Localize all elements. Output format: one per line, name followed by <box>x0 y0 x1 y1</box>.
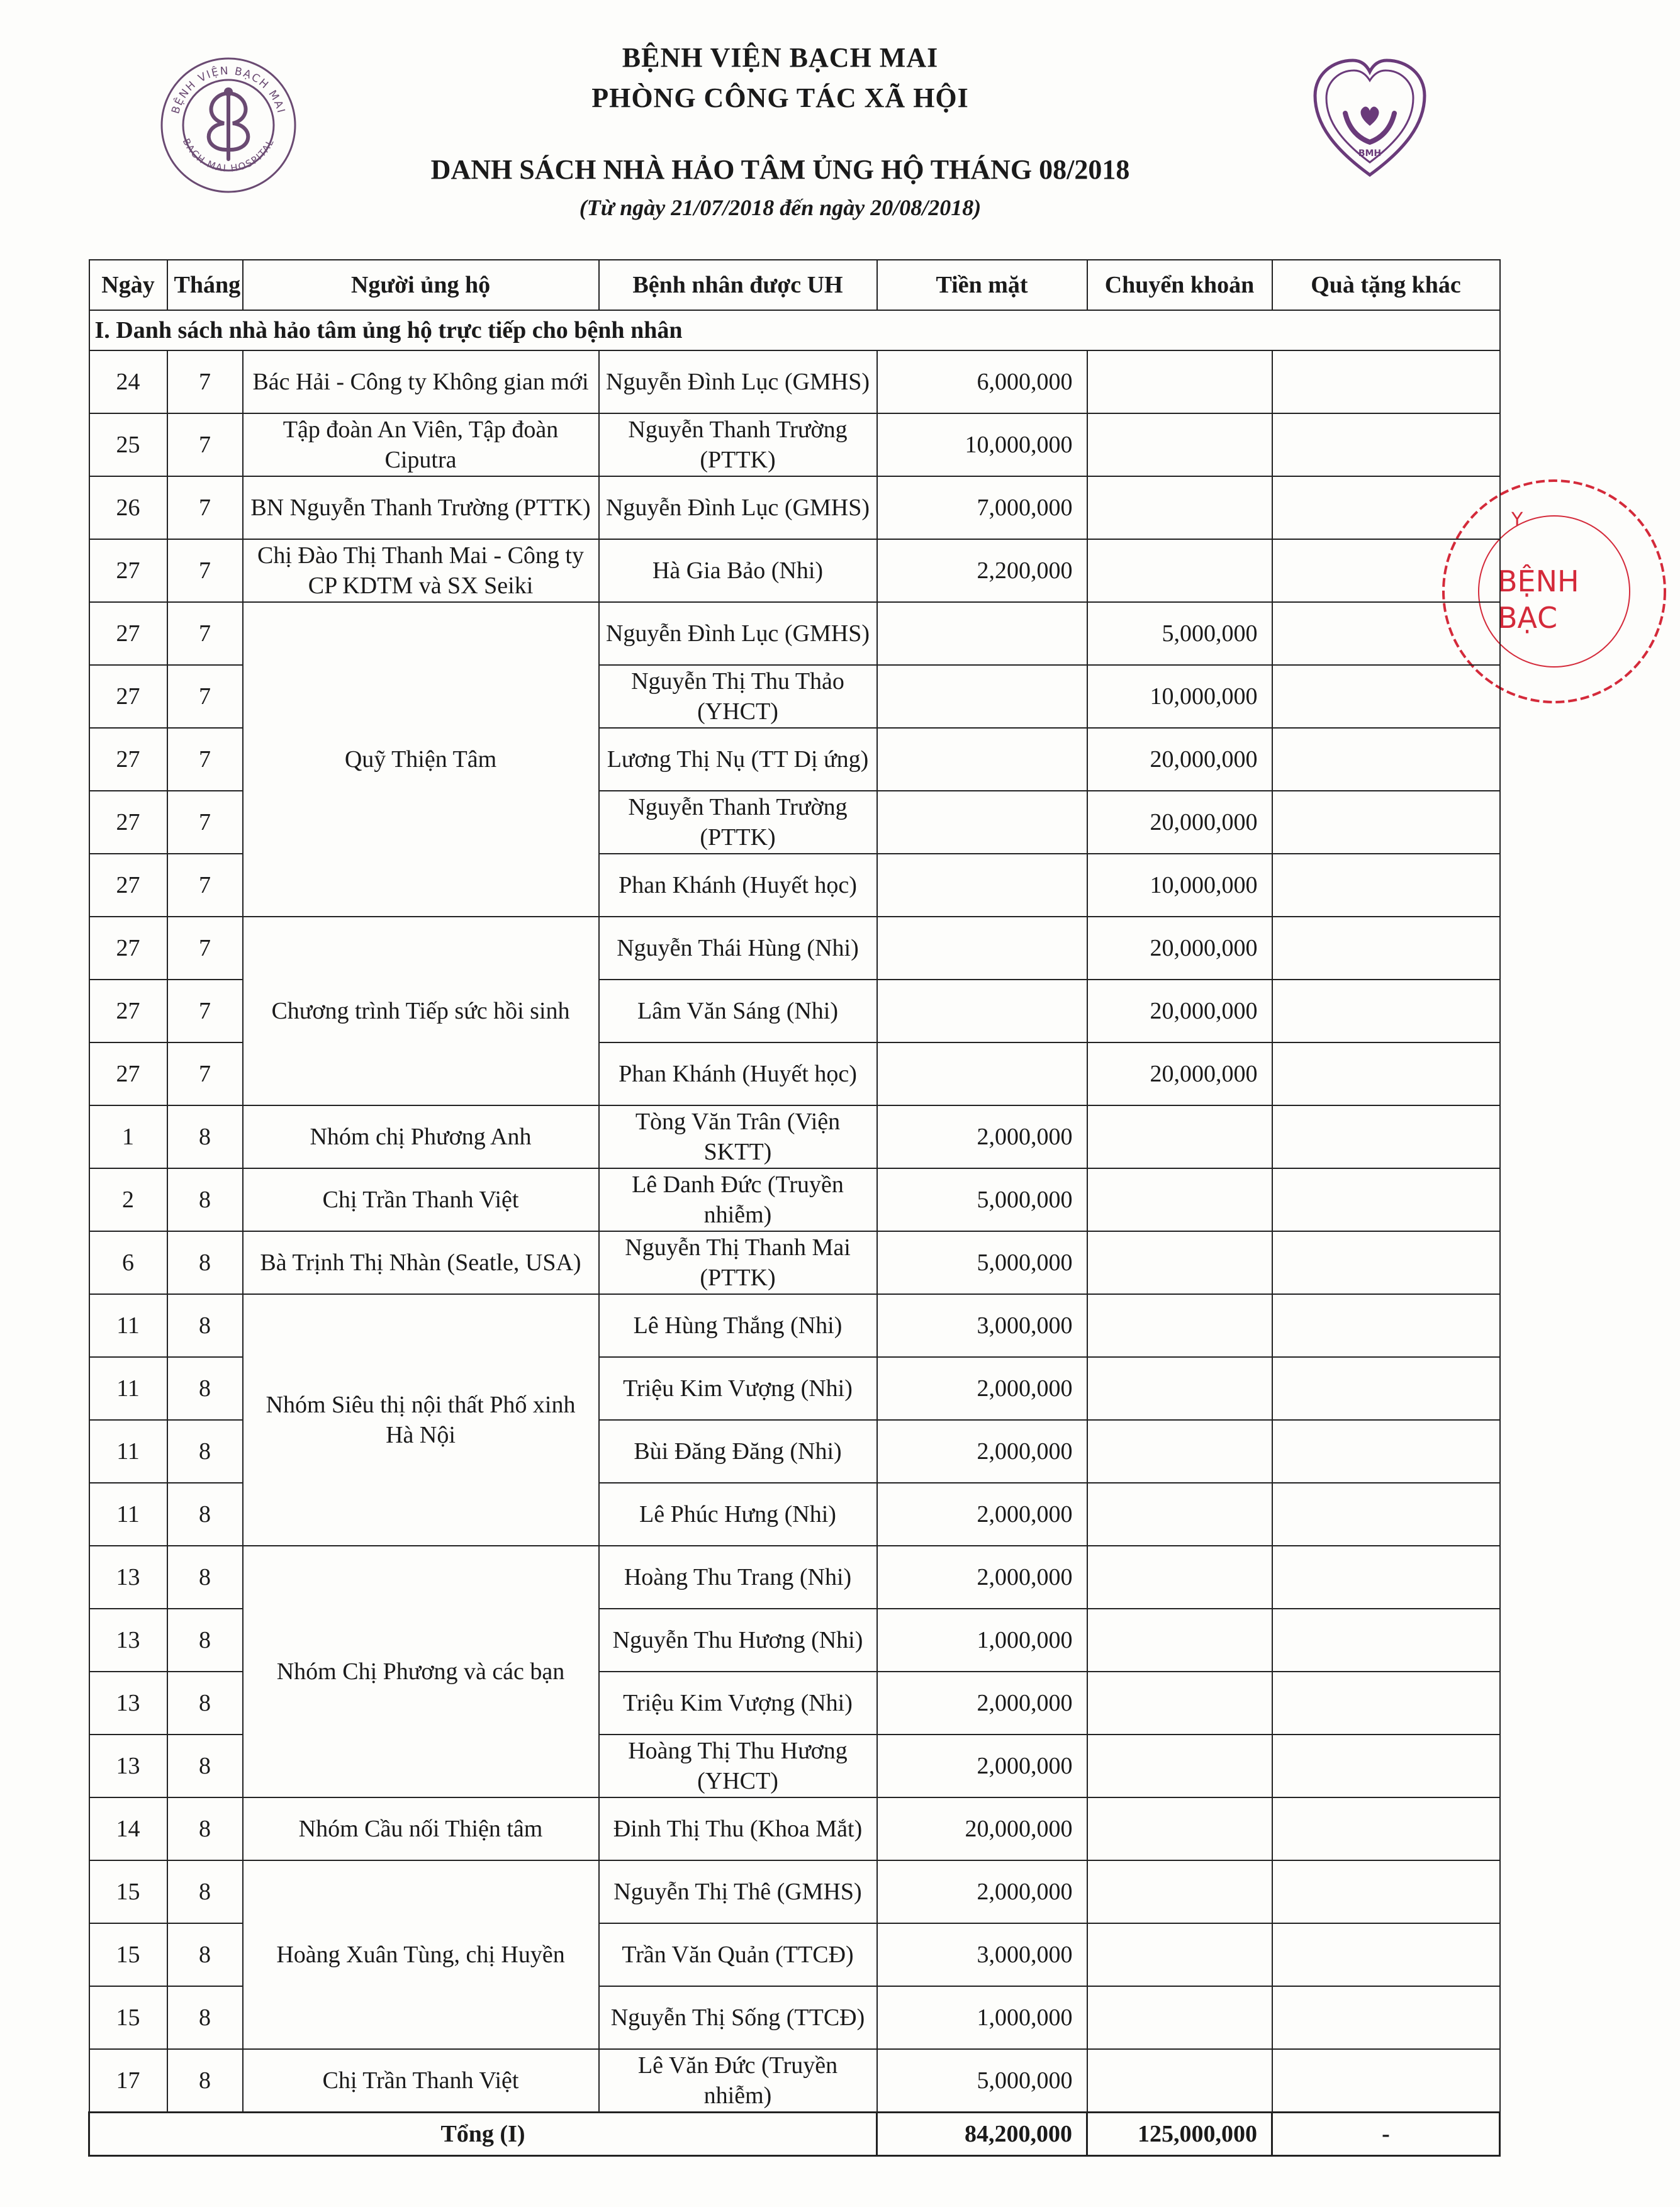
cell-cash: 1,000,000 <box>877 1986 1087 2049</box>
cell-transfer <box>1087 1986 1272 2049</box>
seal-text-bottom: BACH MAI HOSPITAL <box>180 137 277 174</box>
cell-day: 27 <box>89 791 167 854</box>
cell-day: 11 <box>89 1420 167 1483</box>
cell-donor: Nhóm Siêu thị nội thất Phố xinh Hà Nội <box>243 1294 599 1546</box>
cell-transfer <box>1087 476 1272 539</box>
cell-transfer: 5,000,000 <box>1087 602 1272 665</box>
cell-month: 8 <box>167 1797 243 1860</box>
cell-other <box>1272 1483 1500 1546</box>
cell-other <box>1272 476 1500 539</box>
cell-transfer <box>1087 1609 1272 1672</box>
cell-cash: 2,200,000 <box>877 539 1087 602</box>
total-other: - <box>1272 2113 1500 2156</box>
cell-transfer: 10,000,000 <box>1087 665 1272 728</box>
cell-day: 27 <box>89 728 167 791</box>
section-row <box>89 310 1500 350</box>
cell-other <box>1272 350 1500 413</box>
cell-patient: Nguyễn Thanh Trường (PTTK) <box>599 413 877 476</box>
cell-day: 17 <box>89 2049 167 2113</box>
document-title: DANH SÁCH NHÀ HẢO TÂM ỦNG HỘ THÁNG 08/2018 <box>430 154 1130 185</box>
cell-cash <box>877 602 1087 665</box>
cell-month: 8 <box>167 1923 243 1986</box>
cell-patient: Hoàng Thu Trang (Nhi) <box>599 1546 877 1609</box>
col-header-month: Tháng <box>167 260 243 310</box>
table-row <box>89 539 1500 602</box>
cell-transfer <box>1087 1357 1272 1420</box>
cell-cash <box>877 917 1087 980</box>
cell-other <box>1272 1420 1500 1483</box>
cell-transfer <box>1087 1546 1272 1609</box>
cell-month: 8 <box>167 1609 243 1672</box>
cell-month: 7 <box>167 854 243 917</box>
cell-cash: 2,000,000 <box>877 1105 1087 1168</box>
cell-patient: Lê Phúc Hưng (Nhi) <box>599 1483 877 1546</box>
cell-month: 8 <box>167 1420 243 1483</box>
cell-patient: Lê Hùng Thắng (Nhi) <box>599 1294 877 1357</box>
cell-month: 8 <box>167 1105 243 1168</box>
cell-month: 7 <box>167 476 243 539</box>
cell-other <box>1272 665 1500 728</box>
cell-patient: Nguyễn Thị Thê (GMHS) <box>599 1860 877 1923</box>
cell-other <box>1272 413 1500 476</box>
cell-patient: Trần Văn Quản (TTCĐ) <box>599 1923 877 1986</box>
cell-month: 8 <box>167 2049 243 2113</box>
cell-transfer <box>1087 1294 1272 1357</box>
cell-month: 7 <box>167 539 243 602</box>
cell-month: 8 <box>167 1231 243 1294</box>
cell-patient: Nguyễn Thu Hương (Nhi) <box>599 1609 877 1672</box>
cell-month: 7 <box>167 791 243 854</box>
cell-cash <box>877 791 1087 854</box>
cell-day: 13 <box>89 1735 167 1797</box>
cell-other <box>1272 1546 1500 1609</box>
cell-day: 27 <box>89 917 167 980</box>
cell-cash <box>877 854 1087 917</box>
cell-day: 11 <box>89 1294 167 1357</box>
cell-patient: Lâm Văn Sáng (Nhi) <box>599 980 877 1042</box>
cell-month: 7 <box>167 413 243 476</box>
cell-donor: Bà Trịnh Thị Nhàn (Seatle, USA) <box>243 1231 599 1294</box>
cell-cash <box>877 728 1087 791</box>
stamp-line1: BỆNH <box>1498 564 1579 598</box>
cell-day: 27 <box>89 854 167 917</box>
cell-month: 7 <box>167 602 243 665</box>
cell-day: 6 <box>89 1231 167 1294</box>
cell-donor: Nhóm chị Phương Anh <box>243 1105 599 1168</box>
cell-patient: Nguyễn Thị Thanh Mai (PTTK) <box>599 1231 877 1294</box>
col-header-other-gifts: Quà tặng khác <box>1272 260 1500 310</box>
table-row <box>89 413 1500 476</box>
cell-other <box>1272 980 1500 1042</box>
cell-month: 8 <box>167 1672 243 1735</box>
cell-transfer <box>1087 539 1272 602</box>
cell-donor: Quỹ Thiện Tâm <box>243 602 599 917</box>
cell-donor: Nhóm Chị Phương và các bạn <box>243 1546 599 1797</box>
col-header-patient: Bệnh nhân được UH <box>599 260 877 310</box>
cell-cash: 2,000,000 <box>877 1357 1087 1420</box>
cell-patient: Triệu Kim Vượng (Nhi) <box>599 1672 877 1735</box>
cell-month: 8 <box>167 1483 243 1546</box>
cell-patient: Phan Khánh (Huyết học) <box>599 854 877 917</box>
cell-other <box>1272 854 1500 917</box>
cell-day: 25 <box>89 413 167 476</box>
col-header-cash: Tiền mặt <box>877 260 1087 310</box>
cell-other <box>1272 1923 1500 1986</box>
stamp-line2: BẠC <box>1498 601 1558 635</box>
table-row <box>89 1105 1500 1168</box>
cell-transfer <box>1087 2049 1272 2113</box>
cell-month: 8 <box>167 1357 243 1420</box>
cell-day: 27 <box>89 980 167 1042</box>
table-row <box>89 1168 1500 1231</box>
document-header <box>0 38 1560 221</box>
cell-month: 7 <box>167 665 243 728</box>
table-row <box>89 1860 1500 1923</box>
cell-cash: 6,000,000 <box>877 350 1087 413</box>
cell-day: 1 <box>89 1105 167 1168</box>
logo-right-text: BMH <box>1358 148 1382 159</box>
cell-other <box>1272 602 1500 665</box>
cell-other <box>1272 1609 1500 1672</box>
col-header-transfer: Chuyển khoản <box>1087 260 1272 310</box>
total-transfer: 125,000,000 <box>1087 2113 1272 2156</box>
cell-patient: Hà Gia Bảo (Nhi) <box>599 539 877 602</box>
table-row <box>89 476 1500 539</box>
cell-donor: Chị Trần Thanh Việt <box>243 1168 599 1231</box>
cell-day: 14 <box>89 1797 167 1860</box>
cell-cash <box>877 665 1087 728</box>
stamp-top-letter: Y <box>1511 509 1523 531</box>
cell-other <box>1272 728 1500 791</box>
cell-transfer <box>1087 1420 1272 1483</box>
col-header-donor: Người ủng hộ <box>243 260 599 310</box>
total-cash: 84,200,000 <box>877 2113 1087 2156</box>
cell-donor: Nhóm Cầu nối Thiện tâm <box>243 1797 599 1860</box>
cell-patient: Nguyễn Thanh Trường (PTTK) <box>599 791 877 854</box>
cell-cash: 2,000,000 <box>877 1546 1087 1609</box>
table-row <box>89 1294 1500 1357</box>
document-date-range: (Từ ngày 21/07/2018 đến ngày 20/08/2018) <box>579 195 982 220</box>
hospital-name: BỆNH VIỆN BẠCH MAI <box>622 42 939 73</box>
cell-cash: 1,000,000 <box>877 1609 1087 1672</box>
seal-text-top: BỆNH VIỆN BẠCH MAI <box>169 64 288 116</box>
department-name: PHÒNG CÔNG TÁC XÃ HỘI <box>591 82 969 113</box>
cell-patient: Phan Khánh (Huyết học) <box>599 1042 877 1105</box>
section-title: I. Danh sách nhà hảo tâm ủng hộ trực tiếp cho bệnh nhân <box>89 310 1500 350</box>
cell-other <box>1272 1860 1500 1923</box>
cell-day: 13 <box>89 1672 167 1735</box>
cell-transfer <box>1087 1168 1272 1231</box>
cell-patient: Lê Văn Đức (Truyền nhiễm) <box>599 2049 877 2113</box>
cell-month: 8 <box>167 1986 243 2049</box>
table-row <box>89 2049 1500 2113</box>
col-header-day: Ngày <box>89 260 167 310</box>
cell-patient: Nguyễn Thị Thu Thảo (YHCT) <box>599 665 877 728</box>
cell-other <box>1272 1168 1500 1231</box>
cell-donor: Tập đoàn An Viên, Tập đoàn Ciputra <box>243 413 599 476</box>
cell-patient: Bùi Đăng Đăng (Nhi) <box>599 1420 877 1483</box>
cell-cash: 2,000,000 <box>877 1420 1087 1483</box>
cell-month: 7 <box>167 917 243 980</box>
cell-other <box>1272 791 1500 854</box>
cell-donor: Chương trình Tiếp sức hồi sinh <box>243 917 599 1105</box>
cell-transfer: 20,000,000 <box>1087 791 1272 854</box>
cell-patient: Hoàng Thị Thu Hương (YHCT) <box>599 1735 877 1797</box>
cell-patient: Đinh Thị Thu (Khoa Mắt) <box>599 1797 877 1860</box>
cell-day: 15 <box>89 1860 167 1923</box>
cell-cash: 20,000,000 <box>877 1797 1087 1860</box>
cell-other <box>1272 1357 1500 1420</box>
cell-transfer: 20,000,000 <box>1087 917 1272 980</box>
cell-donor: Chị Đào Thị Thanh Mai - Công ty CP KDTM và SX Seiki <box>243 539 599 602</box>
cell-donor: Bác Hải - Công ty Không gian mới <box>243 350 599 413</box>
cell-day: 27 <box>89 1042 167 1105</box>
cell-patient: Lê Danh Đức (Truyền nhiễm) <box>599 1168 877 1231</box>
cell-cash <box>877 1042 1087 1105</box>
cell-month: 7 <box>167 728 243 791</box>
cell-transfer: 20,000,000 <box>1087 728 1272 791</box>
cell-cash <box>877 980 1087 1042</box>
cell-day: 15 <box>89 1923 167 1986</box>
cell-cash: 2,000,000 <box>877 1672 1087 1735</box>
cell-day: 24 <box>89 350 167 413</box>
cell-transfer <box>1087 1105 1272 1168</box>
cell-patient: Nguyễn Thái Hùng (Nhi) <box>599 917 877 980</box>
cell-patient: Nguyễn Đình Lục (GMHS) <box>599 350 877 413</box>
cell-transfer <box>1087 1672 1272 1735</box>
cell-patient: Lương Thị Nụ (TT Dị ứng) <box>599 728 877 791</box>
table-row <box>89 602 1500 665</box>
cell-month: 8 <box>167 1168 243 1231</box>
cell-other <box>1272 1105 1500 1168</box>
cell-day: 13 <box>89 1609 167 1672</box>
cell-month: 7 <box>167 1042 243 1105</box>
cell-day: 26 <box>89 476 167 539</box>
cell-transfer <box>1087 1923 1272 1986</box>
cell-patient: Nguyễn Thị Sống (TTCĐ) <box>599 1986 877 2049</box>
cell-cash: 5,000,000 <box>877 1168 1087 1231</box>
cell-cash: 2,000,000 <box>877 1483 1087 1546</box>
cell-transfer <box>1087 1860 1272 1923</box>
cell-day: 27 <box>89 602 167 665</box>
cell-patient: Triệu Kim Vượng (Nhi) <box>599 1357 877 1420</box>
total-row <box>89 2113 1500 2156</box>
cell-day: 13 <box>89 1546 167 1609</box>
cell-other <box>1272 2049 1500 2113</box>
donor-table <box>88 259 1501 2157</box>
cell-month: 7 <box>167 980 243 1042</box>
cell-cash: 10,000,000 <box>877 413 1087 476</box>
table-row <box>89 1797 1500 1860</box>
cell-transfer <box>1087 1735 1272 1797</box>
cell-day: 27 <box>89 665 167 728</box>
cell-cash: 5,000,000 <box>877 1231 1087 1294</box>
cell-day: 11 <box>89 1357 167 1420</box>
cell-transfer: 10,000,000 <box>1087 854 1272 917</box>
cell-other <box>1272 917 1500 980</box>
total-label: Tổng (I) <box>89 2113 877 2156</box>
cell-transfer <box>1087 1797 1272 1860</box>
cell-other <box>1272 1294 1500 1357</box>
cell-day: 15 <box>89 1986 167 2049</box>
cell-other <box>1272 1735 1500 1797</box>
cell-other <box>1272 1042 1500 1105</box>
cell-cash: 5,000,000 <box>877 2049 1087 2113</box>
cell-patient: Tòng Văn Trân (Viện SKTT) <box>599 1105 877 1168</box>
table-row <box>89 1546 1500 1609</box>
cell-day: 27 <box>89 539 167 602</box>
cell-transfer <box>1087 1231 1272 1294</box>
cell-other <box>1272 1986 1500 2049</box>
cell-transfer <box>1087 350 1272 413</box>
cell-donor: BN Nguyễn Thanh Trường (PTTK) <box>243 476 599 539</box>
cell-month: 8 <box>167 1735 243 1797</box>
cell-other <box>1272 1797 1500 1860</box>
cell-donor: Chị Trần Thanh Việt <box>243 2049 599 2113</box>
cell-cash: 3,000,000 <box>877 1294 1087 1357</box>
cell-day: 2 <box>89 1168 167 1231</box>
table-row <box>89 1231 1500 1294</box>
cell-day: 11 <box>89 1483 167 1546</box>
cell-cash: 2,000,000 <box>877 1860 1087 1923</box>
cell-transfer: 20,000,000 <box>1087 1042 1272 1105</box>
cell-cash: 3,000,000 <box>877 1923 1087 1986</box>
table-header-row <box>89 260 1500 310</box>
cell-donor: Hoàng Xuân Tùng, chị Huyền <box>243 1860 599 2049</box>
table-row <box>89 350 1500 413</box>
cell-other <box>1272 1231 1500 1294</box>
cell-transfer <box>1087 1483 1272 1546</box>
cell-other <box>1272 1672 1500 1735</box>
table-row <box>89 917 1500 980</box>
cell-month: 8 <box>167 1860 243 1923</box>
cell-month: 8 <box>167 1294 243 1357</box>
cell-patient: Nguyễn Đình Lục (GMHS) <box>599 602 877 665</box>
cell-patient: Nguyễn Đình Lục (GMHS) <box>599 476 877 539</box>
cell-cash: 7,000,000 <box>877 476 1087 539</box>
cell-transfer: 20,000,000 <box>1087 980 1272 1042</box>
cell-month: 7 <box>167 350 243 413</box>
cell-transfer <box>1087 413 1272 476</box>
cell-month: 8 <box>167 1546 243 1609</box>
cell-cash: 2,000,000 <box>877 1735 1087 1797</box>
cell-other <box>1272 539 1500 602</box>
